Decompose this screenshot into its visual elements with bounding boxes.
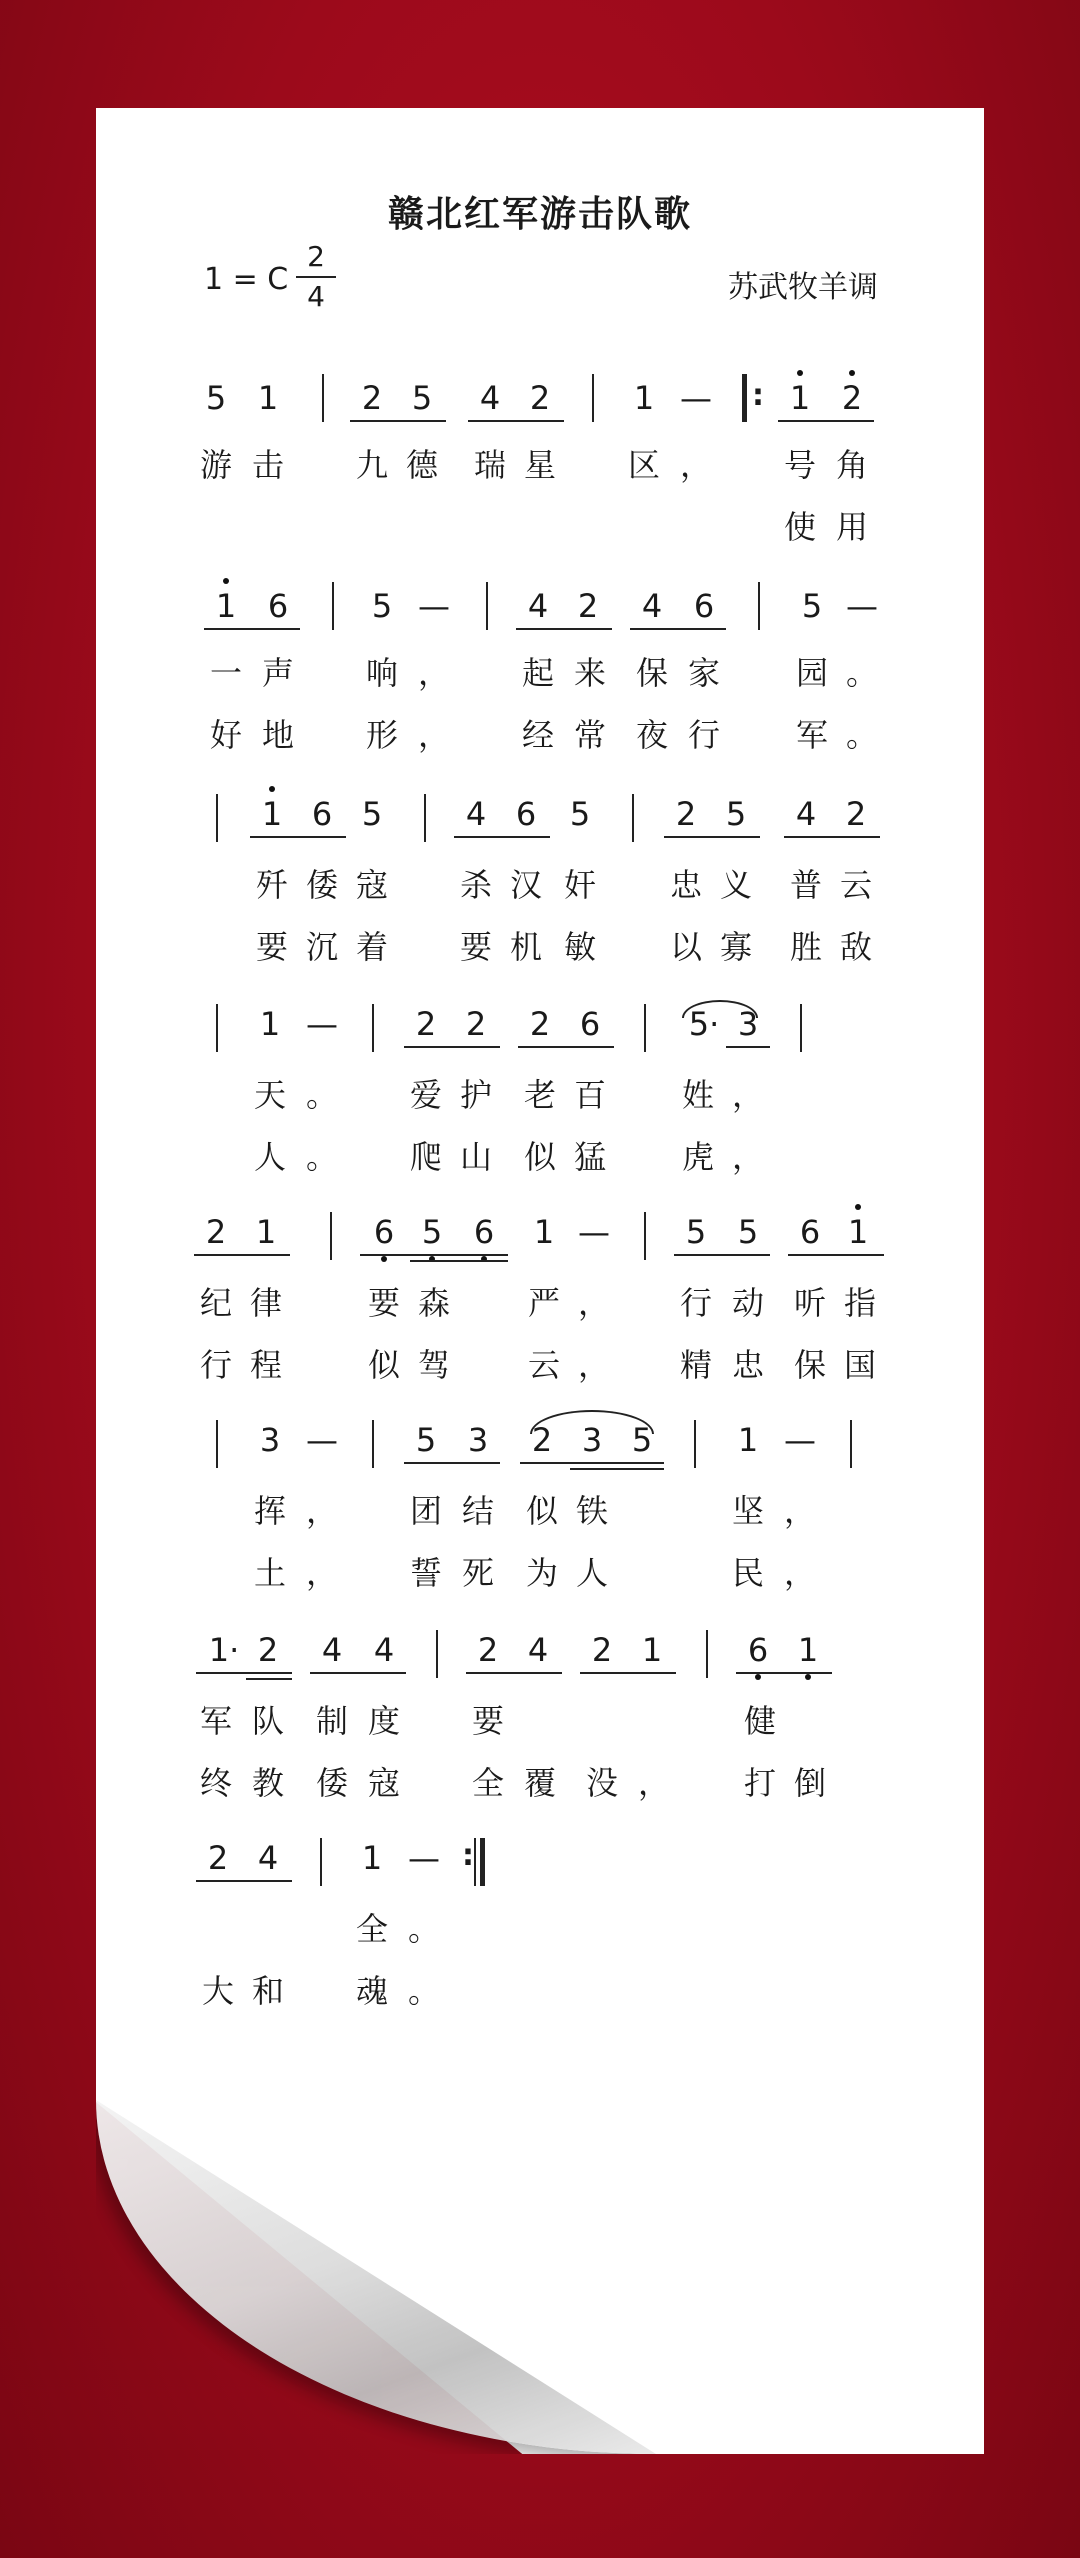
lyric: 园 <box>795 654 828 692</box>
lyric: 。 <box>845 654 878 692</box>
lyric: 纪 <box>199 1284 232 1322</box>
lyric: 寇 <box>367 1764 400 1802</box>
note: 1 <box>255 1213 277 1251</box>
underline <box>736 1672 832 1674</box>
underline <box>404 1462 500 1464</box>
barline <box>644 1212 646 1260</box>
lyric: 要 <box>255 928 288 966</box>
barline <box>332 582 334 630</box>
lyric: 用 <box>835 508 868 546</box>
lyric: 魂 <box>355 1972 388 2010</box>
lyric: 虎 <box>681 1138 714 1176</box>
note: 6 <box>468 1212 500 1252</box>
lyric: ， <box>577 1346 610 1384</box>
lyric: 大 <box>201 1972 234 2010</box>
underline <box>350 420 446 422</box>
lyric: 天 <box>253 1076 286 1114</box>
note: 5 <box>801 587 823 625</box>
underline <box>204 628 300 630</box>
lyric: 形 <box>365 716 398 754</box>
lyric: 好 <box>209 716 242 754</box>
lyric: 以 <box>669 928 702 966</box>
lyric: 坚 <box>731 1492 764 1530</box>
underline <box>468 420 564 422</box>
note: — <box>784 1421 816 1459</box>
underline <box>778 420 874 422</box>
barline <box>322 374 324 422</box>
underline <box>194 1254 290 1256</box>
lyric: 机 <box>509 928 542 966</box>
barline <box>706 1630 708 1678</box>
lyric: 声 <box>261 654 294 692</box>
lyric: 。 <box>305 1138 338 1176</box>
underline <box>784 836 880 838</box>
lyric: 健 <box>743 1702 776 1740</box>
lyric: 沉 <box>305 928 338 966</box>
underline <box>466 1672 562 1674</box>
lyric: 民 <box>731 1554 764 1592</box>
underline <box>310 1672 406 1674</box>
underline <box>580 1672 676 1674</box>
lyric: 普 <box>789 866 822 904</box>
lyric: 驾 <box>417 1346 450 1384</box>
lyric: 山 <box>459 1138 492 1176</box>
lyric: 汉 <box>509 866 542 904</box>
note: 2 <box>207 1839 229 1877</box>
lyric: 倒 <box>793 1764 826 1802</box>
lyric: 角 <box>835 446 868 484</box>
lyric: 击 <box>251 446 284 484</box>
note: 6 <box>693 587 715 625</box>
barline <box>216 1420 218 1468</box>
lyric: 全 <box>355 1910 388 1948</box>
note: 1 <box>210 586 242 626</box>
lyric: 瑞 <box>473 446 506 484</box>
barline <box>216 794 218 842</box>
lyric: 一 <box>209 654 242 692</box>
lyric: ， <box>417 716 450 754</box>
lyric: ， <box>783 1554 816 1592</box>
lyric: 律 <box>249 1284 282 1322</box>
underline <box>196 1672 292 1674</box>
lyric: 。 <box>407 1972 440 2010</box>
lyric: 爬 <box>409 1138 442 1176</box>
lyric: 精 <box>679 1346 712 1384</box>
lyric: 歼 <box>255 866 288 904</box>
note: 6 <box>368 1212 400 1252</box>
note: 4 <box>527 1631 549 1669</box>
note: 2 <box>675 795 697 833</box>
lyric: 全 <box>471 1764 504 1802</box>
lyric: 九 <box>355 446 388 484</box>
lyric: 队 <box>251 1702 284 1740</box>
lyric: 星 <box>523 446 556 484</box>
note: 2 <box>205 1213 227 1251</box>
note: 3 <box>259 1421 281 1459</box>
note: — <box>306 1421 338 1459</box>
note: 1 <box>533 1213 555 1251</box>
note: 5 <box>361 795 383 833</box>
barline <box>372 1004 374 1052</box>
lyric: 行 <box>199 1346 232 1384</box>
lyric: 常 <box>573 716 606 754</box>
note: 3 <box>737 1005 759 1043</box>
meter-line <box>296 276 336 278</box>
note: 5 <box>685 1213 707 1251</box>
lyric: 人 <box>575 1554 608 1592</box>
lyric: 人 <box>253 1138 286 1176</box>
lyric: 行 <box>679 1284 712 1322</box>
barline <box>436 1630 438 1678</box>
lyric: 。 <box>407 1910 440 1948</box>
note: — <box>306 1005 338 1043</box>
note: 6 <box>579 1005 601 1043</box>
note: 2 <box>415 1005 437 1043</box>
note: 2 <box>529 379 551 417</box>
lyric: 爱 <box>409 1076 442 1114</box>
note: 1 <box>361 1839 383 1877</box>
note: 3 <box>467 1421 489 1459</box>
note: 6 <box>742 1630 774 1670</box>
lyric: ， <box>577 1284 610 1322</box>
lyric: 严 <box>527 1284 560 1322</box>
note: 5 <box>569 795 591 833</box>
lyric: 寡 <box>719 928 752 966</box>
lyric: 地 <box>261 716 294 754</box>
lyric: 土 <box>253 1554 286 1592</box>
lyric: 团 <box>409 1492 442 1530</box>
lyric: 区 <box>627 446 660 484</box>
note: 5 <box>415 1421 437 1459</box>
lyric: 制 <box>315 1702 348 1740</box>
barline <box>486 582 488 630</box>
note: 1· <box>208 1631 240 1669</box>
lyric: 终 <box>199 1764 232 1802</box>
lyric: 德 <box>405 446 438 484</box>
lyric: 挥 <box>253 1492 286 1530</box>
composer-credit: 苏武牧羊调 <box>728 270 878 305</box>
lyric: 教 <box>251 1764 284 1802</box>
lyric: 寇 <box>355 866 388 904</box>
note: 2 <box>465 1005 487 1043</box>
barline <box>850 1420 852 1468</box>
lyric: 敌 <box>839 928 872 966</box>
lyric: 要 <box>471 1702 504 1740</box>
note: 2 <box>477 1631 499 1669</box>
repeat-start <box>742 374 747 422</box>
note: 1 <box>259 1005 281 1043</box>
note: 1 <box>842 1212 874 1252</box>
note: 2 <box>531 1421 553 1459</box>
lyric: ， <box>679 446 712 484</box>
note: — <box>408 1839 440 1877</box>
key-signature: 1 = C <box>204 262 289 297</box>
note: — <box>418 587 450 625</box>
lyric: 要 <box>459 928 492 966</box>
barline <box>592 374 594 422</box>
note: 5 <box>205 379 227 417</box>
note: 1 <box>257 379 279 417</box>
barline <box>216 1004 218 1052</box>
note: 2 <box>529 1005 551 1043</box>
lyric: 胜 <box>789 928 822 966</box>
note: 6 <box>799 1213 821 1251</box>
lyric: 倭 <box>315 1764 348 1802</box>
lyric: 程 <box>249 1346 282 1384</box>
note: 4 <box>465 795 487 833</box>
note: 5· <box>688 1005 720 1043</box>
note: 6 <box>311 795 333 833</box>
note: 5 <box>411 379 433 417</box>
underline <box>454 836 550 838</box>
lyric: 忠 <box>669 866 702 904</box>
lyric: 动 <box>731 1284 764 1322</box>
note: 4 <box>321 1631 343 1669</box>
song-title: 赣北红军游击队歌 <box>387 194 692 235</box>
lyric: 似 <box>367 1346 400 1384</box>
barline <box>644 1004 646 1052</box>
note: 5 <box>725 795 747 833</box>
underline <box>664 836 760 838</box>
lyric: ， <box>305 1554 338 1592</box>
barline <box>320 1838 322 1886</box>
note: 2 <box>845 795 867 833</box>
note: 1 <box>641 1631 663 1669</box>
underline <box>360 1254 508 1256</box>
underline <box>196 1880 292 1882</box>
lyric: 护 <box>459 1076 492 1114</box>
repeat-dots: : <box>752 378 764 413</box>
note: 4 <box>641 587 663 625</box>
note: 4 <box>527 587 549 625</box>
lyric: 。 <box>845 716 878 754</box>
underline <box>404 1046 500 1048</box>
lyric: 使 <box>783 508 816 546</box>
note: 4 <box>257 1839 279 1877</box>
lyric: 云 <box>839 866 872 904</box>
lyric: 起 <box>521 654 554 692</box>
note: 4 <box>373 1631 395 1669</box>
note: 4 <box>479 379 501 417</box>
lyric: 姓 <box>681 1076 714 1114</box>
lyric: ， <box>783 1492 816 1530</box>
lyric: 打 <box>743 1764 776 1802</box>
lyric: 义 <box>719 866 752 904</box>
lyric: 奸 <box>563 866 596 904</box>
lyric: 结 <box>461 1492 494 1530</box>
note: — <box>578 1213 610 1251</box>
lyric: 誓 <box>409 1554 442 1592</box>
lyric: 夜 <box>635 716 668 754</box>
lyric: 没 <box>585 1764 618 1802</box>
lyric: 似 <box>525 1492 558 1530</box>
note: 2 <box>257 1631 279 1669</box>
note: 2 <box>361 379 383 417</box>
note: 2 <box>836 378 868 418</box>
lyric: ， <box>731 1138 764 1176</box>
repeat-end-thin <box>474 1838 476 1886</box>
barline <box>372 1420 374 1468</box>
lyric: 度 <box>367 1702 400 1740</box>
lyric: 杀 <box>459 866 492 904</box>
lyric: 为 <box>525 1554 558 1592</box>
note: 5 <box>737 1213 759 1251</box>
underline <box>516 628 612 630</box>
lyric: 指 <box>843 1284 876 1322</box>
lyric: 老 <box>523 1076 556 1114</box>
lyric: 军 <box>795 716 828 754</box>
note: 2 <box>591 1631 613 1669</box>
lyric: 似 <box>523 1138 556 1176</box>
underline <box>518 1046 614 1048</box>
lyric: 家 <box>687 654 720 692</box>
underline-double <box>570 1468 664 1470</box>
lyric: 军 <box>199 1702 232 1740</box>
underline <box>788 1254 884 1256</box>
note: 1 <box>737 1421 759 1459</box>
barline <box>424 794 426 842</box>
note: 5 <box>416 1212 448 1252</box>
lyric: 听 <box>793 1284 826 1322</box>
meter-top: 2 <box>307 240 325 273</box>
underline-double <box>410 1260 508 1262</box>
time-signature <box>296 240 336 314</box>
lyric: 百 <box>573 1076 606 1114</box>
lyric: 行 <box>687 716 720 754</box>
note: 2 <box>577 587 599 625</box>
barline <box>330 1212 332 1260</box>
note: 5 <box>371 587 393 625</box>
lyric: 铁 <box>575 1492 608 1530</box>
lyric: 和 <box>251 1972 284 2010</box>
lyric: 森 <box>417 1284 450 1322</box>
lyric: 着 <box>355 928 388 966</box>
note: 1 <box>256 794 288 834</box>
lyric: 死 <box>461 1554 494 1592</box>
lyric: 国 <box>843 1346 876 1384</box>
repeat-end <box>480 1838 485 1886</box>
underline <box>726 1046 770 1048</box>
repeat-dots: : <box>462 1838 474 1873</box>
lyric: 忠 <box>731 1346 764 1384</box>
underline <box>250 836 346 838</box>
note: 1 <box>792 1630 824 1670</box>
note: 6 <box>267 587 289 625</box>
note: 6 <box>515 795 537 833</box>
underline <box>674 1254 770 1256</box>
lyric: 要 <box>367 1284 400 1322</box>
lyric: ， <box>731 1076 764 1114</box>
lyric: 云 <box>527 1346 560 1384</box>
lyric: 覆 <box>523 1764 556 1802</box>
note: 3 <box>581 1421 603 1459</box>
lyric: 号 <box>783 446 816 484</box>
lyric: 猛 <box>573 1138 606 1176</box>
underline <box>520 1462 664 1464</box>
lyric: 来 <box>573 654 606 692</box>
note: 5 <box>631 1421 653 1459</box>
lyric: 。 <box>305 1076 338 1114</box>
barline <box>694 1420 696 1468</box>
lyric: 响 <box>365 654 398 692</box>
barline <box>632 794 634 842</box>
meter-bottom: 4 <box>307 280 325 313</box>
lyric: ， <box>637 1764 670 1802</box>
note: 1 <box>633 379 655 417</box>
lyric: 倭 <box>305 866 338 904</box>
underline <box>630 628 726 630</box>
underline-double <box>246 1678 292 1680</box>
lyric: ， <box>305 1492 338 1530</box>
lyric: 保 <box>793 1346 826 1384</box>
note: 4 <box>795 795 817 833</box>
lyric: ， <box>417 654 450 692</box>
lyric: 敏 <box>563 928 596 966</box>
lyric: 经 <box>521 716 554 754</box>
note: — <box>680 379 712 417</box>
barline <box>800 1004 802 1052</box>
lyric: 保 <box>635 654 668 692</box>
note: 1 <box>784 378 816 418</box>
barline <box>758 582 760 630</box>
lyric: 游 <box>199 446 232 484</box>
note: — <box>846 587 878 625</box>
